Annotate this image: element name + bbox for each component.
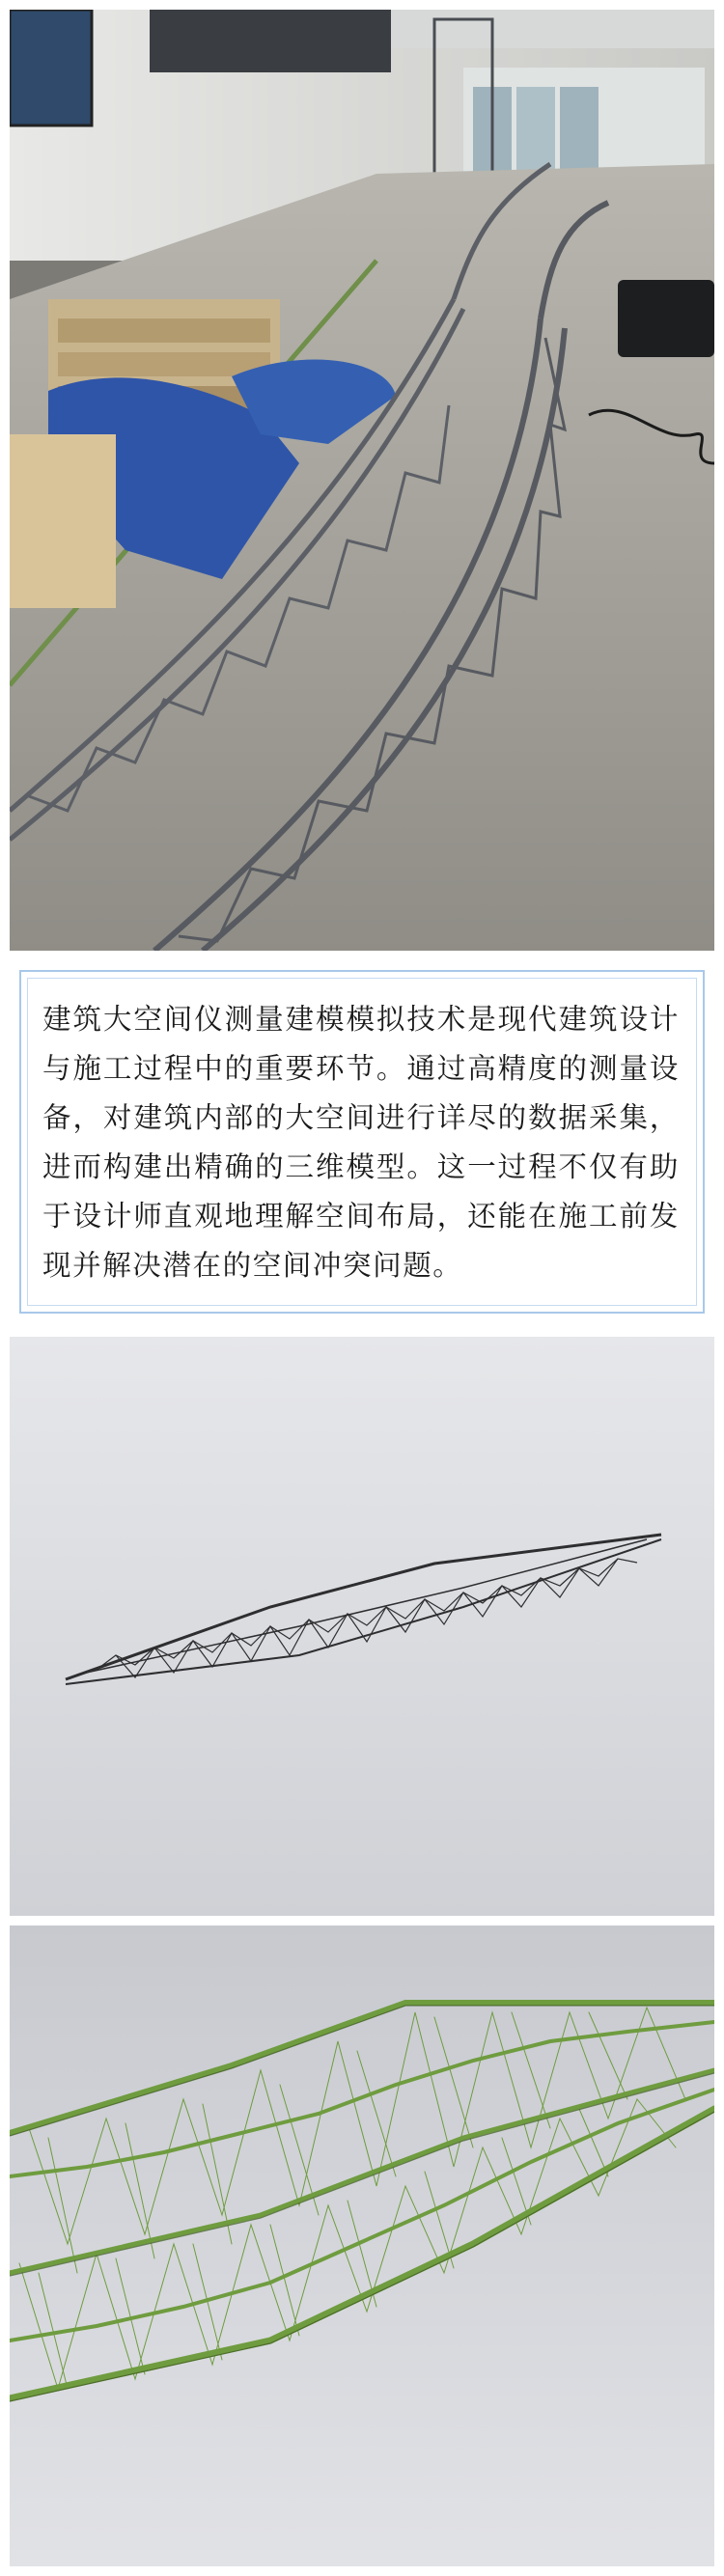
wireframe-render bbox=[10, 1337, 714, 1916]
green-truss-render bbox=[10, 1925, 714, 2566]
truss-wireframe-model bbox=[10, 1337, 714, 1916]
intro-text-box bbox=[19, 970, 705, 1314]
workshop-scene bbox=[10, 10, 714, 951]
truss-construction-photo bbox=[10, 10, 714, 951]
intro-paragraph: 建筑大空间仪测量建模模拟技术是现代建筑设计与施工过程中的重要环节。通过高精度的测量设备，对建筑内部的大空间进行详尽的数据采集，进而构建出精确的三维模型。这一过程不仅有助于设计师直观地理解空间布局，还能在施工前发现并解决潜在的空间冲突问题。 bbox=[42, 1003, 680, 1282]
truss-3d-model-closeup bbox=[10, 1925, 714, 2566]
